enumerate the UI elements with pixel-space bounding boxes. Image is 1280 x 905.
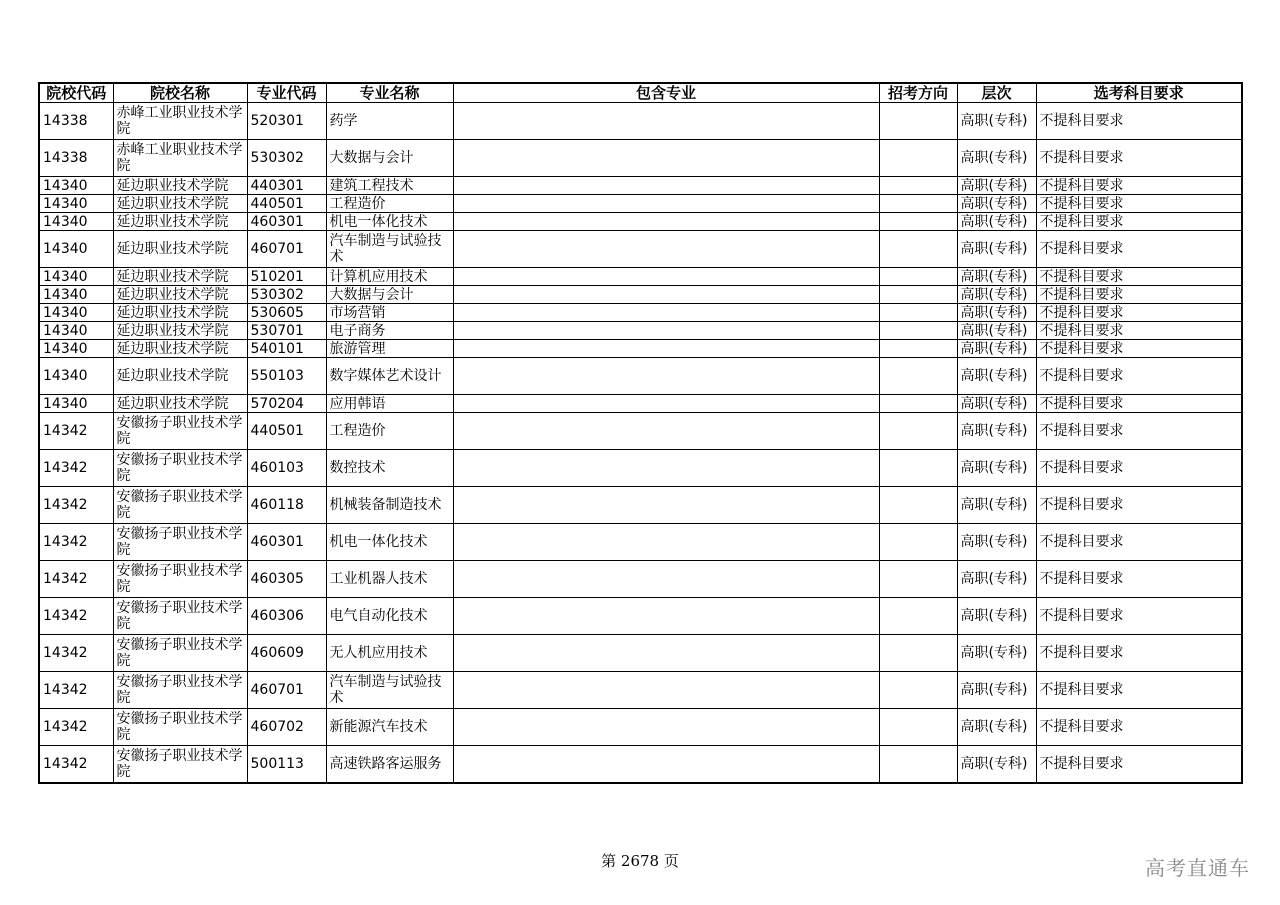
cell-included-majors bbox=[453, 635, 879, 672]
cell-included-majors bbox=[453, 395, 879, 413]
cell-school-code-text: 14340 bbox=[43, 177, 88, 194]
cell-included-majors bbox=[453, 598, 879, 635]
cell-major-name-text: 电子商务 bbox=[329, 322, 386, 339]
cell-major-name: 机械装备制造技术 bbox=[326, 487, 453, 524]
cell-school-name: 延边职业技术学院 bbox=[113, 231, 247, 268]
cell-level: 高职(专科) bbox=[957, 358, 1036, 395]
cell-major-code: 460609 bbox=[247, 635, 326, 672]
cell-included-majors bbox=[453, 561, 879, 598]
page-number: 第 2678 页 bbox=[601, 852, 679, 870]
cell-school-code-text: 14340 bbox=[43, 304, 88, 321]
admission-table bbox=[38, 82, 1243, 784]
cell-major-name-text: 工程造价 bbox=[329, 195, 386, 212]
cell-included-majors bbox=[453, 340, 879, 358]
cell-school-code: 14338 bbox=[39, 140, 113, 177]
cell-subject-requirement-text: 不提科目要求 bbox=[1039, 286, 1124, 303]
cell-included-majors bbox=[453, 231, 879, 268]
header-direction: 招考方向 bbox=[879, 83, 957, 103]
cell-major-code-text: 540101 bbox=[250, 340, 304, 357]
table-row bbox=[39, 450, 1242, 487]
cell-school-name: 赤峰工业职业技术学院 bbox=[113, 103, 247, 140]
cell-subject-requirement: 不提科目要求 bbox=[1036, 358, 1242, 395]
cell-included-majors-text bbox=[457, 178, 876, 194]
cell-school-name: 安徽扬子职业技术学院 bbox=[113, 524, 247, 561]
cell-level bbox=[957, 268, 1036, 286]
cell-major-name bbox=[326, 395, 453, 413]
cell-level-text: 高职(专科) bbox=[960, 286, 1028, 303]
table-row bbox=[39, 213, 1242, 231]
cell-school-name-text: 延边职业技术学院 bbox=[116, 395, 229, 412]
cell-level: 高职(专科) bbox=[957, 635, 1036, 672]
cell-level: 高职(专科) bbox=[957, 746, 1036, 784]
cell-school-code bbox=[39, 322, 113, 340]
cell-major-code-text: 460301 bbox=[250, 213, 304, 230]
cell-direction-text bbox=[883, 396, 954, 412]
cell-direction bbox=[879, 286, 957, 304]
cell-school-name bbox=[113, 340, 247, 358]
cell-level: 高职(专科) bbox=[957, 524, 1036, 561]
cell-direction bbox=[879, 231, 957, 268]
cell-level-text: 高职(专科) bbox=[960, 268, 1028, 285]
cell-included-majors bbox=[453, 304, 879, 322]
header-major-code: 专业代码 bbox=[247, 83, 326, 103]
cell-major-name: 数控技术 bbox=[326, 450, 453, 487]
watermark: 高考直通车 bbox=[1145, 856, 1250, 880]
cell-school-name bbox=[113, 286, 247, 304]
cell-included-majors bbox=[453, 213, 879, 231]
header-major-name: 专业名称 bbox=[326, 83, 453, 103]
cell-direction bbox=[879, 140, 957, 177]
cell-school-code-text: 14340 bbox=[43, 213, 88, 230]
table-row bbox=[39, 672, 1242, 709]
cell-subject-requirement: 不提科目要求 bbox=[1036, 598, 1242, 635]
cell-school-code: 14342 bbox=[39, 450, 113, 487]
cell-school-code bbox=[39, 286, 113, 304]
cell-school-code-text: 14340 bbox=[43, 268, 88, 285]
cell-subject-requirement bbox=[1036, 395, 1242, 413]
header-included-majors: 包含专业 bbox=[453, 83, 879, 103]
table-row bbox=[39, 524, 1242, 561]
cell-school-code: 14342 bbox=[39, 487, 113, 524]
cell-subject-requirement: 不提科目要求 bbox=[1036, 524, 1242, 561]
cell-school-name-text: 延边职业技术学院 bbox=[116, 268, 229, 285]
cell-major-code bbox=[247, 268, 326, 286]
cell-major-code-text: 510201 bbox=[250, 268, 304, 285]
cell-major-name bbox=[326, 268, 453, 286]
cell-school-name-text: 延边职业技术学院 bbox=[116, 286, 229, 303]
cell-subject-requirement bbox=[1036, 177, 1242, 195]
table-row bbox=[39, 709, 1242, 746]
cell-subject-requirement-text: 不提科目要求 bbox=[1039, 340, 1124, 357]
cell-subject-requirement: 不提科目要求 bbox=[1036, 487, 1242, 524]
cell-included-majors-text bbox=[457, 341, 876, 357]
cell-school-name: 赤峰工业职业技术学院 bbox=[113, 140, 247, 177]
cell-level bbox=[957, 322, 1036, 340]
cell-level: 高职(专科) bbox=[957, 231, 1036, 268]
cell-direction bbox=[879, 598, 957, 635]
table-row bbox=[39, 177, 1242, 195]
table-row bbox=[39, 413, 1242, 450]
cell-included-majors bbox=[453, 672, 879, 709]
cell-major-name-text: 应用韩语 bbox=[329, 395, 386, 412]
cell-included-majors bbox=[453, 103, 879, 140]
cell-direction-text bbox=[883, 305, 954, 321]
cell-direction bbox=[879, 561, 957, 598]
cell-major-code bbox=[247, 286, 326, 304]
table-row bbox=[39, 286, 1242, 304]
cell-level bbox=[957, 340, 1036, 358]
cell-direction bbox=[879, 746, 957, 784]
table-row bbox=[39, 358, 1242, 395]
cell-school-name-text: 延边职业技术学院 bbox=[116, 177, 229, 194]
cell-subject-requirement: 不提科目要求 bbox=[1036, 450, 1242, 487]
cell-subject-requirement: 不提科目要求 bbox=[1036, 709, 1242, 746]
cell-level-text: 高职(专科) bbox=[960, 395, 1028, 412]
cell-direction bbox=[879, 635, 957, 672]
cell-school-code bbox=[39, 268, 113, 286]
cell-major-name bbox=[326, 340, 453, 358]
cell-included-majors-text bbox=[457, 305, 876, 321]
cell-included-majors bbox=[453, 709, 879, 746]
cell-major-name-text: 计算机应用技术 bbox=[329, 268, 428, 285]
cell-school-code: 14340 bbox=[39, 358, 113, 395]
cell-subject-requirement bbox=[1036, 268, 1242, 286]
cell-subject-requirement: 不提科目要求 bbox=[1036, 635, 1242, 672]
cell-included-majors bbox=[453, 524, 879, 561]
cell-included-majors bbox=[453, 140, 879, 177]
cell-school-name: 安徽扬子职业技术学院 bbox=[113, 487, 247, 524]
cell-school-code: 14342 bbox=[39, 413, 113, 450]
cell-school-name bbox=[113, 213, 247, 231]
table-row bbox=[39, 340, 1242, 358]
cell-major-name-text: 市场营销 bbox=[329, 304, 386, 321]
cell-major-name-text: 建筑工程技术 bbox=[329, 177, 414, 194]
cell-major-code bbox=[247, 340, 326, 358]
cell-school-name: 安徽扬子职业技术学院 bbox=[113, 598, 247, 635]
cell-subject-requirement bbox=[1036, 286, 1242, 304]
cell-school-name: 安徽扬子职业技术学院 bbox=[113, 450, 247, 487]
cell-included-majors bbox=[453, 268, 879, 286]
header-school-name: 院校名称 bbox=[113, 83, 247, 103]
table-row bbox=[39, 561, 1242, 598]
cell-major-code: 440501 bbox=[247, 413, 326, 450]
cell-subject-requirement: 不提科目要求 bbox=[1036, 672, 1242, 709]
cell-subject-requirement bbox=[1036, 322, 1242, 340]
cell-school-code: 14342 bbox=[39, 746, 113, 784]
header-level: 层次 bbox=[957, 83, 1036, 103]
table-row bbox=[39, 322, 1242, 340]
cell-subject-requirement: 不提科目要求 bbox=[1036, 413, 1242, 450]
table-row bbox=[39, 268, 1242, 286]
cell-included-majors-text bbox=[457, 269, 876, 285]
cell-level bbox=[957, 195, 1036, 213]
cell-school-name-text: 延边职业技术学院 bbox=[116, 195, 229, 212]
cell-subject-requirement: 不提科目要求 bbox=[1036, 103, 1242, 140]
cell-major-code bbox=[247, 195, 326, 213]
cell-school-name: 安徽扬子职业技术学院 bbox=[113, 635, 247, 672]
cell-included-majors bbox=[453, 195, 879, 213]
cell-school-code-text: 14340 bbox=[43, 340, 88, 357]
cell-level-text: 高职(专科) bbox=[960, 213, 1028, 230]
table-row bbox=[39, 487, 1242, 524]
cell-school-code: 14342 bbox=[39, 598, 113, 635]
cell-school-code: 14340 bbox=[39, 231, 113, 268]
cell-major-name: 工程造价 bbox=[326, 413, 453, 450]
cell-included-majors bbox=[453, 487, 879, 524]
cell-direction-text bbox=[883, 287, 954, 303]
table-row bbox=[39, 140, 1242, 177]
cell-level-text: 高职(专科) bbox=[960, 177, 1028, 194]
cell-school-code-text: 14340 bbox=[43, 195, 88, 212]
cell-school-code-text: 14340 bbox=[43, 395, 88, 412]
cell-major-code bbox=[247, 177, 326, 195]
cell-major-name: 汽车制造与试验技术 bbox=[326, 231, 453, 268]
cell-school-name-text: 延边职业技术学院 bbox=[116, 340, 229, 357]
cell-level bbox=[957, 395, 1036, 413]
cell-school-code bbox=[39, 395, 113, 413]
table-row bbox=[39, 304, 1242, 322]
cell-major-code: 550103 bbox=[247, 358, 326, 395]
cell-direction-text bbox=[883, 341, 954, 357]
cell-direction bbox=[879, 103, 957, 140]
cell-major-name: 电气自动化技术 bbox=[326, 598, 453, 635]
cell-school-name bbox=[113, 195, 247, 213]
cell-direction bbox=[879, 487, 957, 524]
cell-direction-text bbox=[883, 269, 954, 285]
cell-major-name bbox=[326, 213, 453, 231]
cell-included-majors bbox=[453, 177, 879, 195]
cell-direction bbox=[879, 304, 957, 322]
cell-major-code: 460702 bbox=[247, 709, 326, 746]
cell-school-name-text: 延边职业技术学院 bbox=[116, 304, 229, 321]
cell-level: 高职(专科) bbox=[957, 140, 1036, 177]
cell-direction-text bbox=[883, 214, 954, 230]
header-school-code: 院校代码 bbox=[39, 83, 113, 103]
cell-school-name: 安徽扬子职业技术学院 bbox=[113, 672, 247, 709]
cell-school-name-text: 延边职业技术学院 bbox=[116, 322, 229, 339]
cell-included-majors bbox=[453, 286, 879, 304]
cell-major-name: 工业机器人技术 bbox=[326, 561, 453, 598]
cell-subject-requirement-text: 不提科目要求 bbox=[1039, 395, 1124, 412]
cell-subject-requirement-text: 不提科目要求 bbox=[1039, 195, 1124, 212]
cell-direction bbox=[879, 268, 957, 286]
cell-major-name: 机电一体化技术 bbox=[326, 524, 453, 561]
cell-level bbox=[957, 213, 1036, 231]
cell-level-text: 高职(专科) bbox=[960, 304, 1028, 321]
cell-included-majors bbox=[453, 450, 879, 487]
table-row bbox=[39, 395, 1242, 413]
cell-level: 高职(专科) bbox=[957, 450, 1036, 487]
header-row bbox=[39, 83, 1242, 103]
cell-included-majors bbox=[453, 413, 879, 450]
cell-major-code bbox=[247, 213, 326, 231]
cell-major-name: 无人机应用技术 bbox=[326, 635, 453, 672]
cell-major-code: 460301 bbox=[247, 524, 326, 561]
cell-level bbox=[957, 177, 1036, 195]
cell-school-name: 安徽扬子职业技术学院 bbox=[113, 561, 247, 598]
cell-major-name-text: 大数据与会计 bbox=[329, 286, 414, 303]
cell-subject-requirement-text: 不提科目要求 bbox=[1039, 177, 1124, 194]
cell-major-name bbox=[326, 195, 453, 213]
cell-major-code: 530302 bbox=[247, 140, 326, 177]
cell-major-code-text: 440501 bbox=[250, 195, 304, 212]
table-row bbox=[39, 231, 1242, 268]
cell-major-code: 460306 bbox=[247, 598, 326, 635]
cell-level: 高职(专科) bbox=[957, 413, 1036, 450]
cell-direction bbox=[879, 340, 957, 358]
cell-subject-requirement bbox=[1036, 195, 1242, 213]
cell-direction bbox=[879, 358, 957, 395]
cell-level bbox=[957, 286, 1036, 304]
cell-subject-requirement-text: 不提科目要求 bbox=[1039, 213, 1124, 230]
cell-major-code: 460701 bbox=[247, 231, 326, 268]
cell-school-code: 14342 bbox=[39, 672, 113, 709]
cell-school-code: 14342 bbox=[39, 635, 113, 672]
table-row bbox=[39, 195, 1242, 213]
cell-major-code: 500113 bbox=[247, 746, 326, 784]
cell-major-code: 460701 bbox=[247, 672, 326, 709]
cell-major-name: 高速铁路客运服务 bbox=[326, 746, 453, 784]
header-subject-requirement: 选考科目要求 bbox=[1036, 83, 1242, 103]
cell-included-majors-text bbox=[457, 214, 876, 230]
cell-subject-requirement-text: 不提科目要求 bbox=[1039, 322, 1124, 339]
cell-school-name bbox=[113, 395, 247, 413]
cell-school-code bbox=[39, 340, 113, 358]
cell-level: 高职(专科) bbox=[957, 709, 1036, 746]
cell-level: 高职(专科) bbox=[957, 561, 1036, 598]
cell-direction-text bbox=[883, 323, 954, 339]
cell-school-name bbox=[113, 177, 247, 195]
table-header bbox=[39, 83, 1242, 103]
cell-direction bbox=[879, 195, 957, 213]
cell-major-name: 药学 bbox=[326, 103, 453, 140]
cell-direction bbox=[879, 413, 957, 450]
cell-school-name bbox=[113, 268, 247, 286]
cell-major-name bbox=[326, 322, 453, 340]
cell-school-code-text: 14340 bbox=[43, 286, 88, 303]
cell-major-name-text: 机电一体化技术 bbox=[329, 213, 428, 230]
cell-subject-requirement-text: 不提科目要求 bbox=[1039, 304, 1124, 321]
cell-direction bbox=[879, 395, 957, 413]
cell-direction bbox=[879, 177, 957, 195]
cell-major-name bbox=[326, 286, 453, 304]
table-row bbox=[39, 103, 1242, 140]
cell-level-text: 高职(专科) bbox=[960, 195, 1028, 212]
cell-direction bbox=[879, 322, 957, 340]
cell-subject-requirement: 不提科目要求 bbox=[1036, 231, 1242, 268]
table-row bbox=[39, 598, 1242, 635]
cell-direction bbox=[879, 672, 957, 709]
cell-school-code bbox=[39, 304, 113, 322]
cell-major-code: 460118 bbox=[247, 487, 326, 524]
cell-major-code bbox=[247, 395, 326, 413]
cell-major-code-text: 440301 bbox=[250, 177, 304, 194]
cell-school-code: 14342 bbox=[39, 709, 113, 746]
cell-direction bbox=[879, 450, 957, 487]
cell-subject-requirement: 不提科目要求 bbox=[1036, 561, 1242, 598]
cell-direction-text bbox=[883, 196, 954, 212]
cell-direction bbox=[879, 709, 957, 746]
cell-major-name: 大数据与会计 bbox=[326, 140, 453, 177]
cell-subject-requirement bbox=[1036, 304, 1242, 322]
cell-major-name bbox=[326, 177, 453, 195]
cell-school-name: 安徽扬子职业技术学院 bbox=[113, 746, 247, 784]
cell-major-name: 新能源汽车技术 bbox=[326, 709, 453, 746]
cell-school-name bbox=[113, 322, 247, 340]
table-row bbox=[39, 746, 1242, 784]
cell-level-text: 高职(专科) bbox=[960, 340, 1028, 357]
cell-major-code-text: 530701 bbox=[250, 322, 304, 339]
cell-included-majors-text bbox=[457, 323, 876, 339]
cell-major-code bbox=[247, 304, 326, 322]
cell-subject-requirement: 不提科目要求 bbox=[1036, 746, 1242, 784]
cell-major-name: 汽车制造与试验技术 bbox=[326, 672, 453, 709]
cell-included-majors-text bbox=[457, 196, 876, 212]
cell-school-code bbox=[39, 177, 113, 195]
cell-school-code: 14338 bbox=[39, 103, 113, 140]
cell-major-code: 460305 bbox=[247, 561, 326, 598]
cell-level: 高职(专科) bbox=[957, 103, 1036, 140]
cell-subject-requirement bbox=[1036, 340, 1242, 358]
cell-school-code bbox=[39, 195, 113, 213]
cell-school-code bbox=[39, 213, 113, 231]
cell-school-code: 14342 bbox=[39, 561, 113, 598]
table-body bbox=[39, 103, 1242, 784]
cell-included-majors bbox=[453, 322, 879, 340]
cell-major-name: 数字媒体艺术设计 bbox=[326, 358, 453, 395]
table-row bbox=[39, 635, 1242, 672]
cell-included-majors-text bbox=[457, 287, 876, 303]
cell-major-code-text: 530302 bbox=[250, 286, 304, 303]
cell-included-majors bbox=[453, 358, 879, 395]
cell-major-code: 460103 bbox=[247, 450, 326, 487]
cell-level: 高职(专科) bbox=[957, 672, 1036, 709]
cell-direction bbox=[879, 524, 957, 561]
cell-direction bbox=[879, 213, 957, 231]
cell-school-name: 延边职业技术学院 bbox=[113, 358, 247, 395]
cell-major-name bbox=[326, 304, 453, 322]
cell-major-code-text: 570204 bbox=[250, 395, 304, 412]
cell-major-code bbox=[247, 322, 326, 340]
cell-major-code-text: 530605 bbox=[250, 304, 304, 321]
cell-level: 高职(专科) bbox=[957, 487, 1036, 524]
cell-school-name bbox=[113, 304, 247, 322]
cell-school-code-text: 14340 bbox=[43, 322, 88, 339]
cell-included-majors bbox=[453, 746, 879, 784]
cell-school-name: 安徽扬子职业技术学院 bbox=[113, 413, 247, 450]
cell-level: 高职(专科) bbox=[957, 598, 1036, 635]
cell-major-name-text: 旅游管理 bbox=[329, 340, 386, 357]
cell-school-code: 14342 bbox=[39, 524, 113, 561]
cell-subject-requirement-text: 不提科目要求 bbox=[1039, 268, 1124, 285]
cell-direction-text bbox=[883, 178, 954, 194]
cell-major-code: 520301 bbox=[247, 103, 326, 140]
cell-level bbox=[957, 304, 1036, 322]
cell-school-name: 安徽扬子职业技术学院 bbox=[113, 709, 247, 746]
cell-subject-requirement: 不提科目要求 bbox=[1036, 140, 1242, 177]
cell-subject-requirement bbox=[1036, 213, 1242, 231]
cell-level-text: 高职(专科) bbox=[960, 322, 1028, 339]
cell-school-name-text: 延边职业技术学院 bbox=[116, 213, 229, 230]
cell-included-majors-text bbox=[457, 396, 876, 412]
